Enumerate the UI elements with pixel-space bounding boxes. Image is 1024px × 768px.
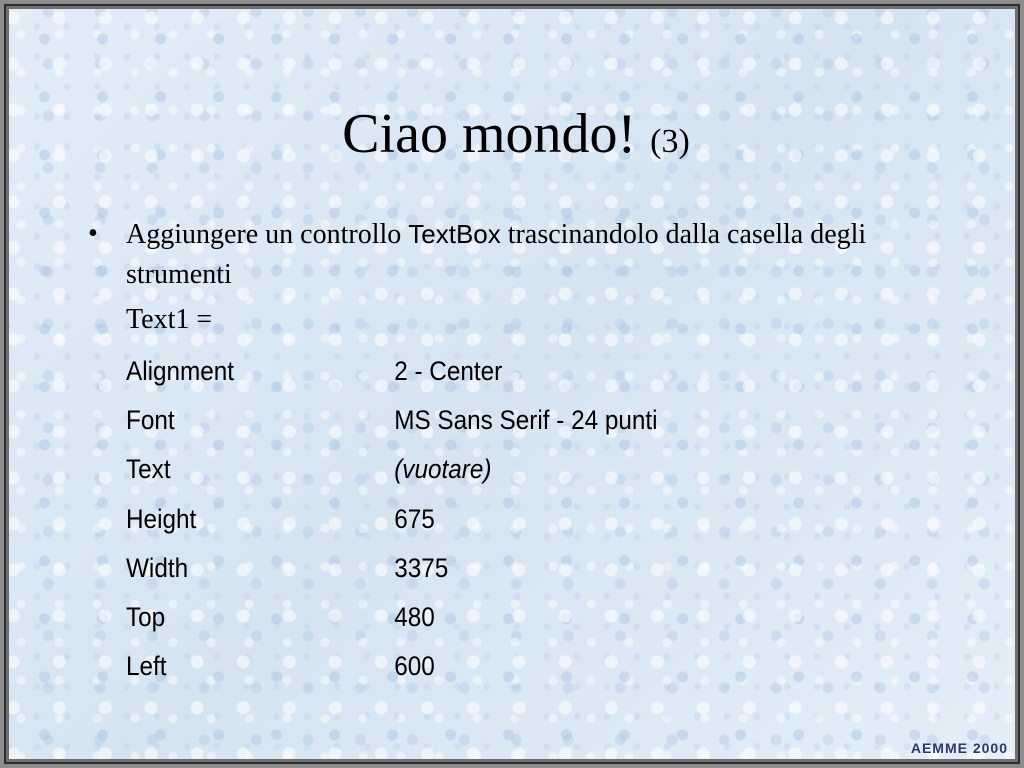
- bullet-item: [88, 214, 868, 295]
- property-value: 600: [394, 651, 435, 682]
- property-name: Height: [126, 503, 197, 534]
- property-name: Width: [126, 552, 189, 583]
- bullet-control-name: TextBox: [408, 219, 501, 249]
- title-number: (3): [650, 123, 690, 160]
- property-value: 3375: [394, 552, 449, 583]
- property-name: Text: [126, 454, 171, 485]
- property-value: (vuotare): [394, 454, 492, 485]
- footer-logo: AEMME 2000: [910, 740, 1008, 756]
- bullet-text: [126, 214, 868, 295]
- property-value: 2 - Center: [394, 356, 503, 386]
- bullet-marker: •: [88, 218, 98, 249]
- assignment-line: Text1 =: [126, 304, 213, 335]
- bullet-text-after: trascinandolo dalla casella degli strumenti: [126, 219, 867, 290]
- bullet-text-before: Aggiungere un controllo: [126, 219, 409, 250]
- property-value: MS Sans Serif - 24 punti: [394, 405, 658, 436]
- property-name: Font: [126, 405, 175, 436]
- slide-title: [4, 104, 1024, 166]
- property-name: Alignment: [126, 356, 235, 386]
- property-name: Top: [126, 601, 166, 632]
- property-name: Left: [126, 651, 167, 682]
- title-text: Ciao mondo!: [342, 103, 637, 165]
- property-value: 480: [394, 601, 435, 632]
- property-value: 675: [394, 503, 435, 534]
